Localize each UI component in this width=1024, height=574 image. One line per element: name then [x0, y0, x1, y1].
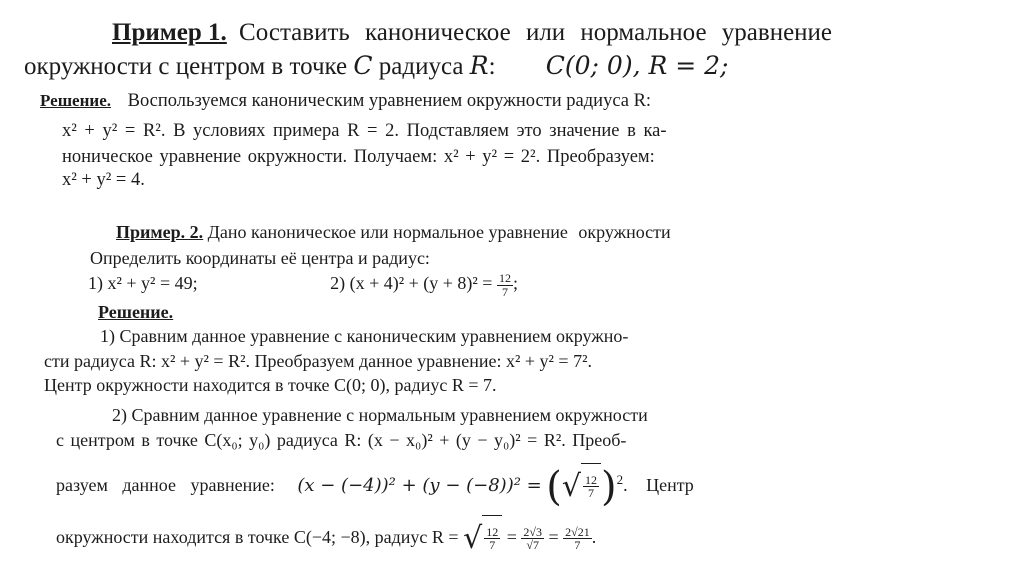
solution2-p2-line2	[56, 431, 626, 449]
example2-task: Дано каноническое или нормальное уравнение	[207, 222, 568, 242]
example1-task: Составить каноническое или нормальное уравнение	[239, 19, 833, 46]
solution1-label: Решение.	[40, 91, 111, 110]
example1-task-cont: окружности с центром в точке	[24, 53, 348, 80]
example2-item2-fraction	[497, 272, 513, 298]
sqrt-sign-2: √	[463, 520, 483, 556]
example1-title: Пример 1.	[112, 19, 227, 46]
open-paren: (	[546, 463, 562, 510]
solution2-label-line	[98, 303, 173, 321]
solution2-p1-text3: Центр окружности находится в точке C(0; 0), радиус R = 7.	[44, 375, 497, 395]
solution2-p1-line2	[44, 352, 592, 370]
radicand	[581, 463, 601, 505]
example2-line1	[116, 223, 671, 241]
solution2-p2-line1	[112, 406, 648, 424]
result2-numerator: 2√3	[523, 524, 542, 539]
solution2-p1-line3	[44, 376, 496, 394]
result3-denominator: 7	[574, 538, 581, 553]
solution1-line4	[62, 171, 145, 190]
solution1-text2: x² + y² = R². В условиях примера R = 2. Подставляем это значение в ка-	[62, 121, 667, 141]
result-fraction-3	[563, 526, 592, 552]
result1-numerator: 12	[486, 524, 499, 539]
radius-letter: R	[469, 51, 489, 80]
example2-item1: 1) x² + y² = 49;	[88, 273, 198, 294]
close-paren: )	[600, 463, 617, 510]
fraction-numerator: 12	[498, 271, 511, 285]
example2-line2	[90, 249, 430, 267]
result3-numerator: 2√21	[565, 524, 590, 539]
radicand-numerator: 12	[584, 472, 597, 487]
example1-line1	[112, 20, 832, 45]
sqrt-sign: √	[561, 468, 581, 504]
solution2-p2-line4: окружности находится в точке C(−4; −8), радиус R = √ $\frac{12}{7}$ = $\frac{2√3}{√7}$ = $\frac{2√21}{7}$ .	[56, 515, 596, 559]
radicand-fraction	[583, 474, 599, 500]
example1-condition: C(0; 0), R = 2;	[545, 51, 729, 80]
example2-item2-suffix: ;	[512, 273, 518, 294]
example2-item2-prefix: 2) (x + 4)² + (y + 8)² =	[330, 273, 493, 294]
solution2-label: Решение.	[98, 302, 174, 322]
solution1-text4: x² + y² = 4.	[62, 170, 145, 190]
solution1-line3	[62, 148, 655, 167]
solution1-text3: ноническое уравнение окружности. Получаем: x² + y² = 2². Преобразуем:	[62, 147, 655, 167]
center-letter: C	[353, 51, 373, 80]
result-fraction-1	[484, 526, 500, 552]
example2-task2: Определить координаты её центра и радиус:	[90, 248, 430, 268]
solution2-p1-text1: 1) Сравним данное уравнение с каноническим уравнением окружно-	[100, 326, 629, 346]
solution2-p2-text2: с центром в точке C(x₀; y₀) радиуса R: (x − x₀)² + (y − y₀)² = R². Преоб-	[56, 430, 627, 450]
solution2-p2-tail: Центр	[646, 475, 694, 495]
solution1-text1: Воспользуемся каноническим уравнением окружности радиуса R:	[127, 91, 652, 111]
solution1-line2	[62, 122, 752, 141]
radicand-denominator: 7	[587, 486, 594, 501]
solution2-p1-text2: сти радиуса R: x² + y² = R². Преобразуем данное уравнение: x² + y² = 7².	[44, 351, 592, 371]
solution2-p2-formula: (x − (−4))² + (y − (−8))² =	[297, 475, 542, 496]
solution2-p2-text3: разуем данное уравнение:	[56, 475, 275, 495]
solution2-p1-line1	[100, 327, 628, 345]
example1-line2: окружности с центром в точке C радиуса R: C(0; 0), R = 2;	[24, 51, 729, 80]
example2-items	[88, 272, 518, 298]
example2-item2	[330, 271, 518, 299]
example2-task-word: окружности	[578, 222, 671, 242]
solution2-p2-line3: разуем данное уравнение: (x − (−4))² + (y − (−8))² = (√ $\frac{12}{7}$ )$^2$. Центр	[56, 463, 694, 510]
result2-denominator: √7	[526, 538, 539, 553]
fraction-denominator: 7	[501, 284, 508, 299]
result1-denominator: 7	[489, 538, 496, 553]
solution1-line1	[40, 92, 651, 111]
solution2-p2-text1: 2) Сравним данное уравнение с нормальным уравнением окружности	[112, 405, 648, 425]
radicand-2	[482, 515, 502, 557]
example1-task-radius: радиуса	[378, 53, 464, 80]
example2-title: Пример. 2.	[116, 222, 204, 242]
result-fraction-2	[521, 526, 544, 552]
solution2-p2-text4: окружности находится в точке C(−4; −8), радиус R =	[56, 527, 459, 547]
